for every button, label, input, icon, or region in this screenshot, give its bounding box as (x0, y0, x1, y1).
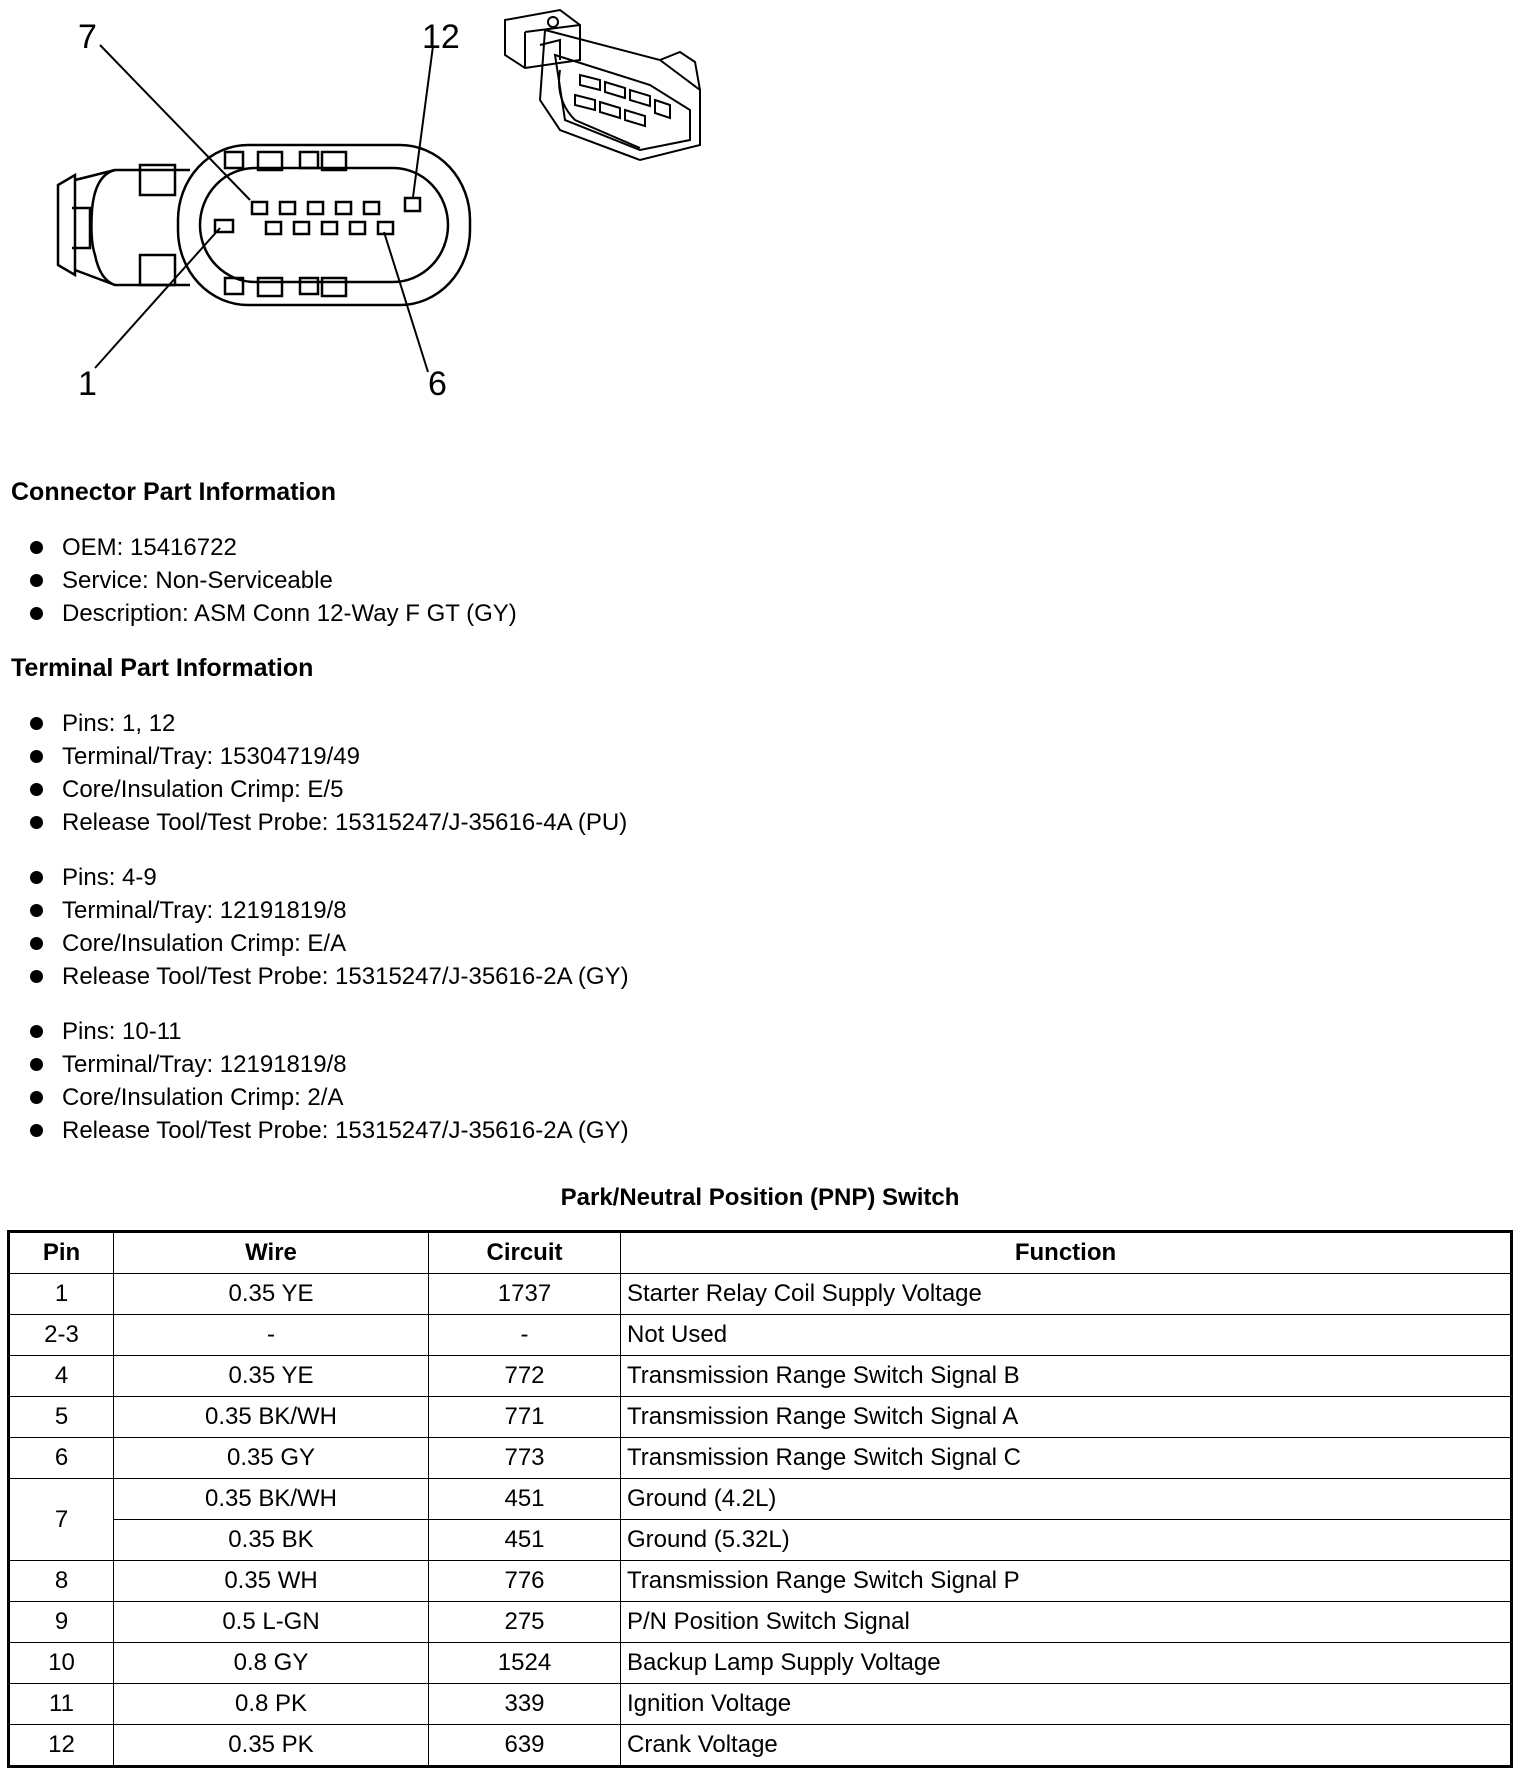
callout-pin-12: 12 (422, 18, 460, 56)
cell-circuit: 1737 (429, 1274, 621, 1315)
leader-lines (95, 45, 433, 372)
cell-circuit: 773 (429, 1438, 621, 1479)
table-row (9, 1725, 1512, 1767)
list-item: Pins: 1, 12 (30, 707, 627, 740)
header-pin: Pin (9, 1232, 114, 1274)
cell-wire: - (114, 1315, 429, 1356)
table-title: Park/Neutral Position (PNP) Switch (560, 1184, 960, 1211)
table-header-row (9, 1232, 1512, 1274)
table-row (9, 1438, 1512, 1479)
cell-pin: 4 (9, 1356, 114, 1397)
cell-wire: 0.8 PK (114, 1684, 429, 1725)
list-item: Pins: 4-9 (30, 861, 629, 894)
cell-pin: 2-3 (9, 1315, 114, 1356)
callout-pin-6: 6 (428, 365, 447, 403)
list-item: Core/Insulation Crimp: E/A (30, 927, 629, 960)
table-row (9, 1274, 1512, 1315)
list-item: Service: Non-Serviceable (30, 564, 517, 597)
table-row (9, 1479, 1512, 1520)
list-item: Terminal/Tray: 12191819/8 (30, 1048, 629, 1081)
connector-diagram (0, 0, 760, 420)
table-row (9, 1602, 1512, 1643)
list-item: Release Tool/Test Probe: 15315247/J-35616-2A (GY) (30, 1114, 629, 1147)
cell-circuit: 275 (429, 1602, 621, 1643)
terminal-group-2 (30, 861, 629, 993)
cell-wire: 0.35 GY (114, 1438, 429, 1479)
cell-wire: 0.35 BK/WH (114, 1397, 429, 1438)
table-row (9, 1356, 1512, 1397)
cell-wire: 0.35 BK (114, 1520, 429, 1561)
list-item: Terminal/Tray: 12191819/8 (30, 894, 629, 927)
cell-circuit: 772 (429, 1356, 621, 1397)
table-row (9, 1397, 1512, 1438)
table-row (9, 1684, 1512, 1725)
cell-circuit: 639 (429, 1725, 621, 1767)
header-circuit: Circuit (429, 1232, 621, 1274)
cell-wire: 0.5 L-GN (114, 1602, 429, 1643)
connector-3d-illustration (505, 10, 700, 160)
list-item: Release Tool/Test Probe: 15315247/J-35616-4A (PU) (30, 806, 627, 839)
cell-circuit: 1524 (429, 1643, 621, 1684)
header-function: Function (621, 1232, 1512, 1274)
table-row (9, 1643, 1512, 1684)
cell-function: Transmission Range Switch Signal P (621, 1561, 1512, 1602)
cell-function: Crank Voltage (621, 1725, 1512, 1767)
terminal-info-title: Terminal Part Information (11, 654, 314, 682)
list-item: Pins: 10-11 (30, 1015, 629, 1048)
cell-pin: 12 (9, 1725, 114, 1767)
cell-pin: 8 (9, 1561, 114, 1602)
cell-wire: 0.35 YE (114, 1356, 429, 1397)
cell-wire: 0.35 YE (114, 1274, 429, 1315)
cell-function: Ground (5.32L) (621, 1520, 1512, 1561)
cell-pin: 1 (9, 1274, 114, 1315)
connector-info-title: Connector Part Information (11, 478, 337, 506)
cell-function: Starter Relay Coil Supply Voltage (621, 1274, 1512, 1315)
list-item: Release Tool/Test Probe: 15315247/J-35616-2A (GY) (30, 960, 629, 993)
cell-wire: 0.35 BK/WH (114, 1479, 429, 1520)
cell-wire: 0.8 GY (114, 1643, 429, 1684)
cell-circuit: 451 (429, 1520, 621, 1561)
list-item: Description: ASM Conn 12-Way F GT (GY) (30, 597, 517, 630)
cell-pin: 11 (9, 1684, 114, 1725)
cell-function: Transmission Range Switch Signal B (621, 1356, 1512, 1397)
list-item: Core/Insulation Crimp: 2/A (30, 1081, 629, 1114)
list-item: Terminal/Tray: 15304719/49 (30, 740, 627, 773)
cell-circuit: 776 (429, 1561, 621, 1602)
list-item: Core/Insulation Crimp: E/5 (30, 773, 627, 806)
terminal-group-3 (30, 1015, 629, 1147)
cell-function: Ground (4.2L) (621, 1479, 1512, 1520)
cell-pin: 7 (9, 1479, 114, 1561)
cell-function: Backup Lamp Supply Voltage (621, 1643, 1512, 1684)
cell-function: Not Used (621, 1315, 1512, 1356)
terminal-group-1 (30, 707, 627, 839)
cell-pin: 10 (9, 1643, 114, 1684)
callout-pin-1: 1 (78, 365, 97, 403)
cell-circuit: 339 (429, 1684, 621, 1725)
callout-pin-7: 7 (78, 18, 97, 56)
cell-pin: 9 (9, 1602, 114, 1643)
cell-wire: 0.35 WH (114, 1561, 429, 1602)
table-row (9, 1520, 1512, 1561)
cell-circuit: - (429, 1315, 621, 1356)
cell-function: P/N Position Switch Signal (621, 1602, 1512, 1643)
list-item: OEM: 15416722 (30, 531, 517, 564)
cell-pin: 6 (9, 1438, 114, 1479)
cell-function: Transmission Range Switch Signal C (621, 1438, 1512, 1479)
cell-circuit: 451 (429, 1479, 621, 1520)
table-row (9, 1315, 1512, 1356)
cell-pin: 5 (9, 1397, 114, 1438)
cell-circuit: 771 (429, 1397, 621, 1438)
cell-function: Ignition Voltage (621, 1684, 1512, 1725)
connector-info-list (30, 531, 517, 630)
pnp-switch-table (7, 1230, 1513, 1768)
table-row (9, 1561, 1512, 1602)
header-wire: Wire (114, 1232, 429, 1274)
cell-wire: 0.35 PK (114, 1725, 429, 1767)
cell-function: Transmission Range Switch Signal A (621, 1397, 1512, 1438)
terminal-cavities (215, 198, 420, 234)
